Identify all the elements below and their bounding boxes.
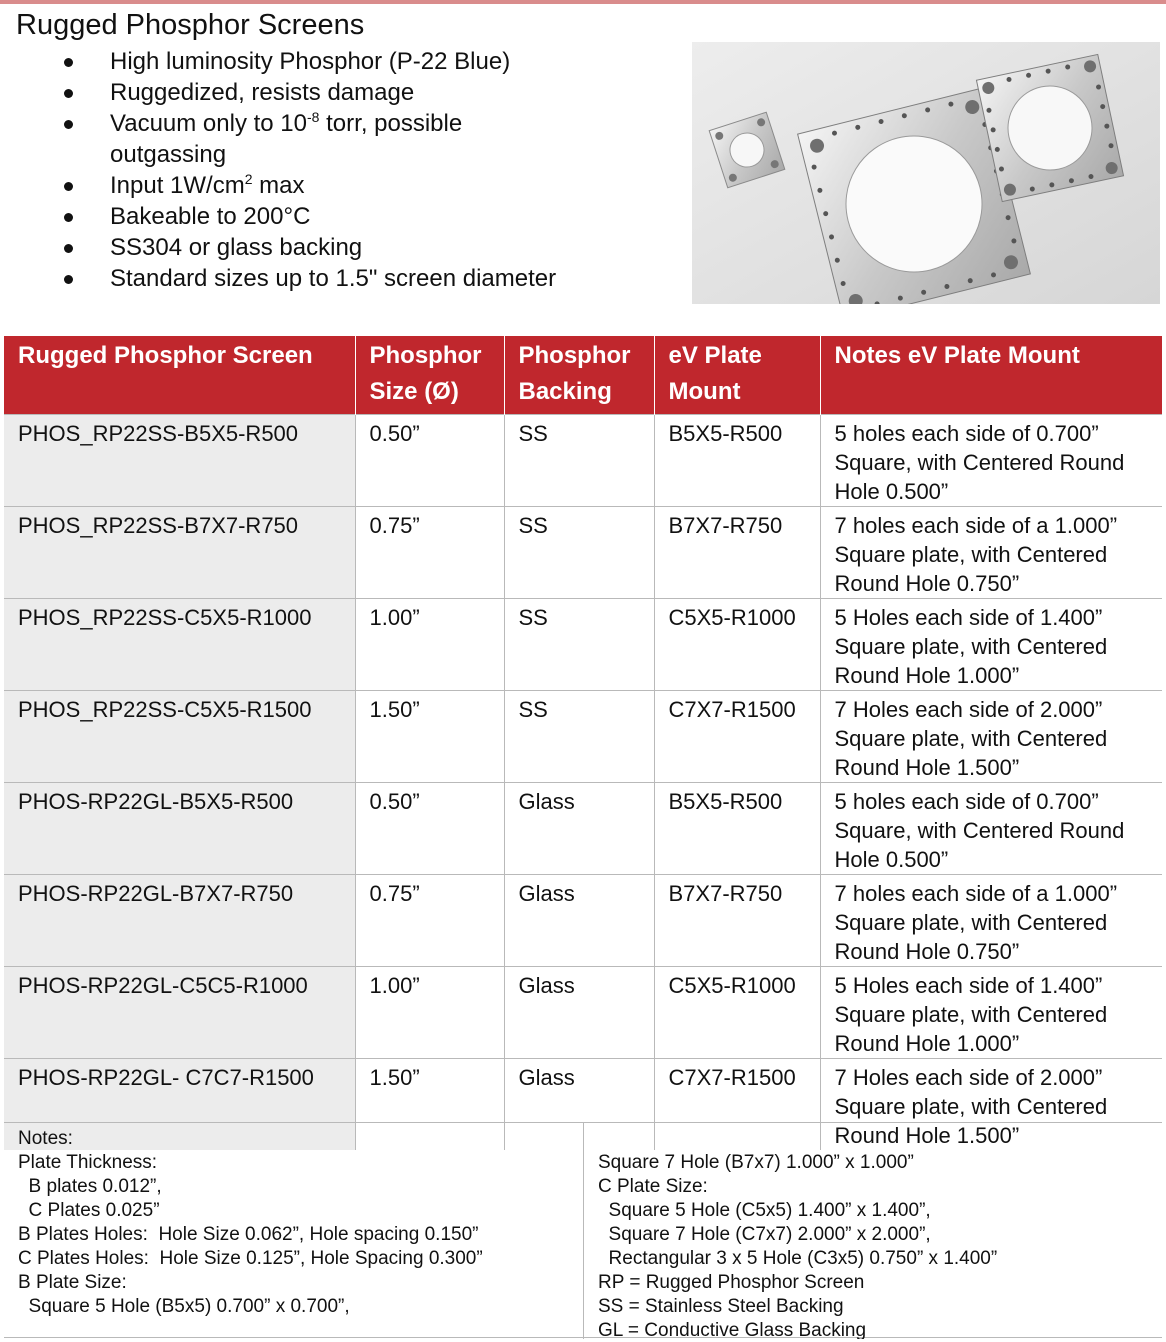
feature-item [60,232,580,263]
feature-text: Bakeable to 200°C [110,203,311,230]
size-cell: 1.50” [355,1059,504,1151]
note-line: GL = Conductive Glass Backing [598,1320,867,1339]
bullet-icon [64,89,73,98]
note-line: B Plate Size: [18,1272,127,1293]
feature-item [60,201,580,232]
feature-text: Vacuum only to 10 [110,110,308,137]
top-rule [0,0,1166,4]
column-header-screen: Rugged Phosphor Screen [4,336,355,415]
backing-cell: Glass [504,967,654,1059]
backing-cell: SS [504,415,654,507]
feature-item [60,263,580,294]
note-line: Square 5 Hole (B5x5) 0.700” x 0.700”, [18,1296,350,1317]
notes-cell: 7 holes each side of a 1.000” Square plate, with Centered Round Hole 0.750” [820,507,1162,599]
bullet-icon [64,58,73,67]
notes-cell: 5 Holes each side of 1.400” Square plate, with Centered Round Hole 1.000” [820,967,1162,1059]
feature-text: max [252,172,305,199]
notes-cell: 7 holes each side of a 1.000” Square plate, with Centered Round Hole 0.750” [820,875,1162,967]
feature-text: Ruggedized, resists damage [110,79,415,106]
part-number-cell: PHOS-RP22GL- C7C7-R1500 [4,1059,355,1151]
feature-item [60,46,580,77]
size-cell: 1.00” [355,967,504,1059]
bullet-icon [64,244,73,253]
notes-cell: 7 Holes each side of 2.000” Square plate, with Centered Round Hole 1.500” [820,691,1162,783]
notes-cell: 5 Holes each side of 1.400” Square plate, with Centered Round Hole 1.000” [820,599,1162,691]
page-title: Rugged Phosphor Screens [16,9,365,41]
note-line: SS = Stainless Steel Backing [598,1296,844,1317]
bullet-icon [64,182,73,191]
part-number-cell: PHOS-RP22GL-B7X7-R750 [4,875,355,967]
table-row [4,507,1162,599]
mount-cell: B5X5-R500 [654,783,820,875]
table-row [4,783,1162,875]
part-number-cell: PHOS_RP22SS-B7X7-R750 [4,507,355,599]
table-row [4,967,1162,1059]
size-cell: 1.50” [355,691,504,783]
note-line: Notes: [18,1128,73,1149]
note-line: Square 5 Hole (C5x5) 1.400” x 1.400”, [598,1200,931,1221]
mount-cell: B7X7-R750 [654,507,820,599]
bullet-icon [64,213,73,222]
table-header-row [4,336,1162,415]
part-number-cell: PHOS_RP22SS-C5X5-R1000 [4,599,355,691]
table-row [4,415,1162,507]
note-line: B Plates Holes: Hole Size 0.062”, Hole spacing 0.150” [18,1224,479,1245]
bullet-icon [64,120,73,129]
backing-cell: SS [504,599,654,691]
feature-list [60,46,580,294]
size-cell: 1.00” [355,599,504,691]
note-line: C Plates 0.025” [18,1200,160,1221]
size-cell: 0.75” [355,875,504,967]
feature-text: Input 1W/cm [110,172,245,199]
column-header-size: Phosphor Size (Ø) [355,336,504,415]
notes-cell: 7 Holes each side of 2.000” Square plate, with Centered Round Hole 1.500” [820,1059,1162,1151]
note-line: B plates 0.012”, [18,1176,162,1197]
mount-cell: C5X5-R1000 [654,967,820,1059]
backing-cell: Glass [504,783,654,875]
note-line: Rectangular 3 x 5 Hole (C3x5) 0.750” x 1.400” [598,1248,998,1269]
backing-cell: Glass [504,875,654,967]
feature-item [60,108,580,170]
part-number-cell: PHOS_RP22SS-B5X5-R500 [4,415,355,507]
mount-cell: C5X5-R1000 [654,599,820,691]
notes-cell: 5 holes each side of 0.700” Square, with Centered Round Hole 0.500” [820,415,1162,507]
column-header-backing: Phosphor Backing [504,336,654,415]
part-number-cell: PHOS-RP22GL-C5C5-R1000 [4,967,355,1059]
notes-left-column [4,1123,584,1339]
table-row [4,599,1162,691]
notes-right-column [584,1123,1162,1339]
notes-cell: 5 holes each side of 0.700” Square, with Centered Round Hole 0.500” [820,783,1162,875]
phosphor-screens-photo [692,42,1160,304]
size-cell: 0.50” [355,783,504,875]
mount-cell: B7X7-R750 [654,875,820,967]
backing-cell: Glass [504,1059,654,1151]
note-line: C Plate Size: [598,1176,708,1197]
note-line: RP = Rugged Phosphor Screen [598,1272,865,1293]
note-line: C Plates Holes: Hole Size 0.125”, Hole Spacing 0.300” [18,1248,483,1269]
size-cell: 0.50” [355,415,504,507]
table-row [4,691,1162,783]
bullet-icon [64,275,73,284]
mount-cell: C7X7-R1500 [654,1059,820,1151]
column-header-mount: eV Plate Mount [654,336,820,415]
note-line: Square 7 Hole (B7x7) 1.000” x 1.000” [598,1152,914,1173]
feature-text: torr, possible outgassing [110,110,463,168]
feature-item [60,77,580,108]
notes-section [4,1122,1162,1338]
mount-cell: C7X7-R1500 [654,691,820,783]
feature-text: High luminosity Phosphor (P-22 Blue) [110,48,511,75]
feature-exponent: 2 [244,171,253,187]
column-header-notes: Notes eV Plate Mount [820,336,1162,415]
size-cell: 0.75” [355,507,504,599]
spec-table [4,336,1162,1150]
product-photo [692,42,1160,304]
table-row [4,875,1162,967]
feature-exponent: -8 [307,109,320,125]
note-line: Square 7 Hole (C7x7) 2.000” x 2.000”, [598,1224,931,1245]
backing-cell: SS [504,691,654,783]
part-number-cell: PHOS-RP22GL-B5X5-R500 [4,783,355,875]
part-number-cell: PHOS_RP22SS-C5X5-R1500 [4,691,355,783]
backing-cell: SS [504,507,654,599]
feature-text: Standard sizes up to 1.5" screen diameter [110,265,557,292]
note-line: Plate Thickness: [18,1152,158,1173]
feature-item [60,170,580,201]
mount-cell: B5X5-R500 [654,415,820,507]
feature-text: SS304 or glass backing [110,234,363,261]
